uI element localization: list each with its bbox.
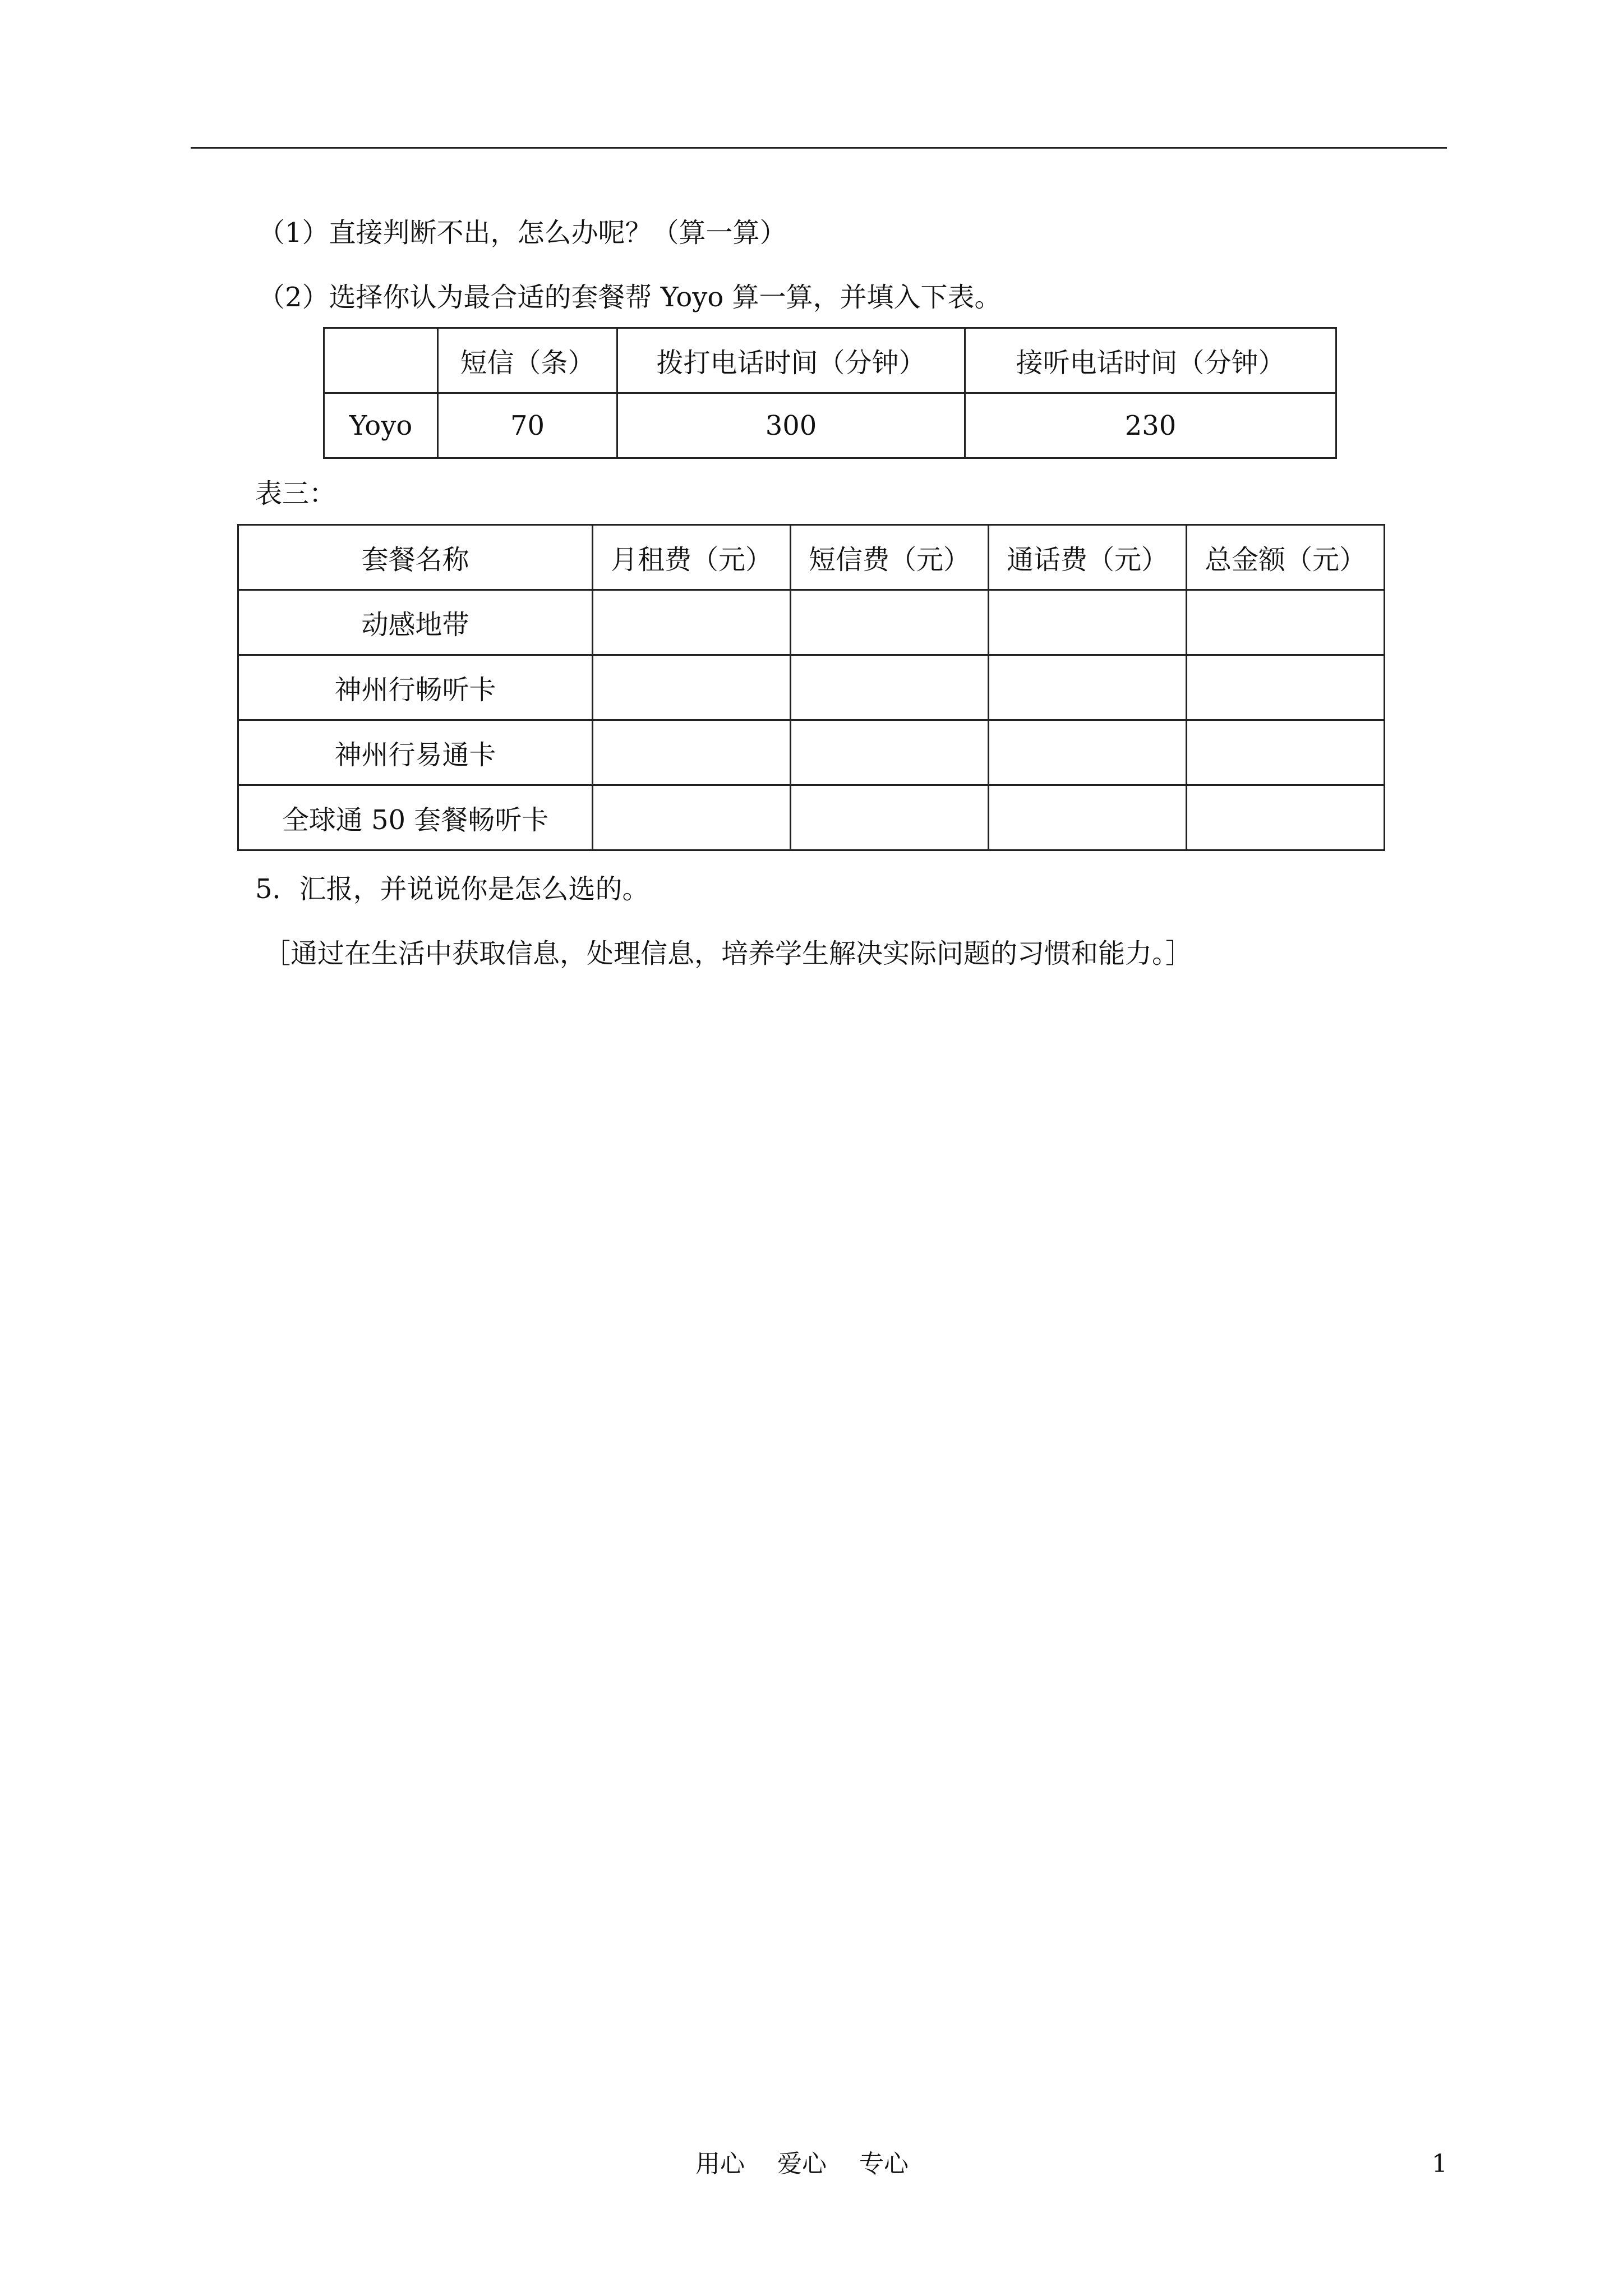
plan-name-cell: 全球通 50 套餐畅听卡 [238, 785, 593, 850]
table-cell [593, 720, 791, 785]
table-cell: 70 [438, 393, 617, 458]
table-cell [593, 590, 791, 655]
footer-motto-word: 用心 [695, 2150, 745, 2178]
table-cell [989, 720, 1187, 785]
footer-motto [695, 2148, 933, 2180]
plan-comparison-table [237, 524, 1385, 851]
table-cell [791, 655, 989, 720]
question-1: （1）直接判断不出，怎么办呢？（算一算） [258, 217, 787, 249]
table-cell: 300 [617, 393, 965, 458]
table-header-cell: 拨打电话时间（分钟） [617, 328, 965, 393]
table-cell [593, 655, 791, 720]
table-row [238, 720, 1385, 785]
item-5-report: 5．汇报，并说说你是怎么选的。 [255, 873, 649, 905]
table-row [238, 785, 1385, 850]
table-cell [1187, 655, 1385, 720]
teaching-note: ［通过在生活中获取信息，处理信息，培养学生解决实际问题的习惯和能力。］ [264, 938, 1193, 969]
table3-caption: 表三： [255, 478, 336, 509]
table-header-cell: 短信（条） [438, 328, 617, 393]
table-header-cell [324, 328, 438, 393]
table-cell [593, 785, 791, 850]
table-cell [989, 655, 1187, 720]
table-cell [1187, 720, 1385, 785]
table-cell [989, 785, 1187, 850]
table-header-cell: 总金额（元） [1187, 525, 1385, 590]
table-cell [1187, 785, 1385, 850]
table-header-cell: 通话费（元） [989, 525, 1187, 590]
table-header-cell: 短信费（元） [791, 525, 989, 590]
header-rule [191, 147, 1447, 149]
table-row [238, 655, 1385, 720]
table-header-row [238, 525, 1385, 590]
page-number: 1 [1432, 2150, 1447, 2178]
table-header-cell: 月租费（元） [593, 525, 791, 590]
footer-motto-word: 专心 [859, 2150, 909, 2178]
table-header-row [324, 328, 1336, 393]
footer-motto-word: 爱心 [777, 2150, 827, 2178]
table-header-cell: 接听电话时间（分钟） [965, 328, 1336, 393]
table-cell [1187, 590, 1385, 655]
table-cell [791, 590, 989, 655]
table-cell: 230 [965, 393, 1336, 458]
table-cell [989, 590, 1187, 655]
table-cell: Yoyo [324, 393, 438, 458]
plan-name-cell: 动感地带 [238, 590, 593, 655]
plan-name-cell: 神州行畅听卡 [238, 655, 593, 720]
question-2: （2）选择你认为最合适的套餐帮 Yoyo 算一算，并填入下表。 [258, 282, 1002, 313]
table-cell [791, 785, 989, 850]
yoyo-usage-table [323, 327, 1337, 459]
plan-name-cell: 神州行易通卡 [238, 720, 593, 785]
table-row [238, 590, 1385, 655]
table-cell [791, 720, 989, 785]
table-header-cell: 套餐名称 [238, 525, 593, 590]
table-row [324, 393, 1336, 458]
